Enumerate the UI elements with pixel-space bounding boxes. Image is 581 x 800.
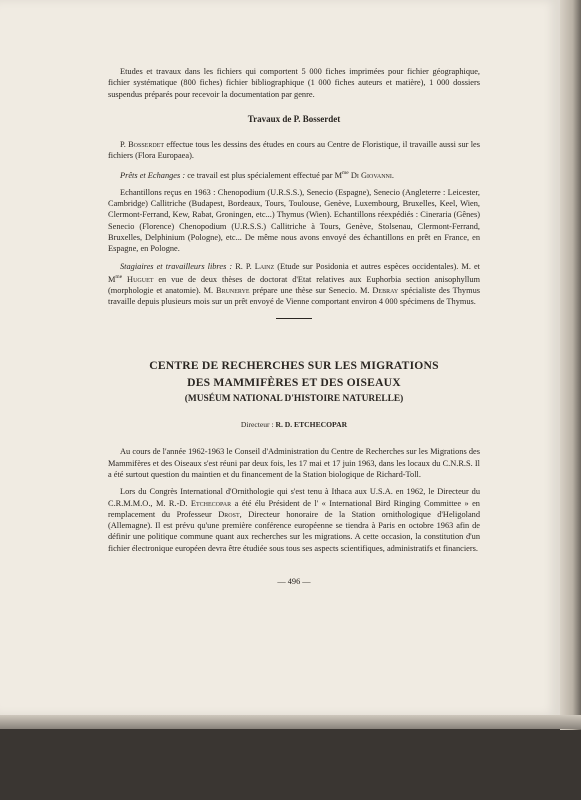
director-line (108, 419, 480, 430)
superscript-me-2: me (115, 273, 123, 280)
name-etchecopar: Etchecopar (190, 498, 232, 508)
intro-paragraph: Etudes et travaux dans les fichiers qui comportent 5 000 fiches imprimées pour fichier géographique, fichier systématique (800 fiches) fichier bibliographique (1 000 fiches auteurs et matière), 1 000 dossiers suspendus préparés pour recevoir la documentation par genre. (108, 67, 480, 99)
page-content (108, 66, 480, 587)
label-stagiaires: Stagiaires et travailleurs libres : (120, 261, 233, 271)
page-number: — 496 — (277, 577, 311, 587)
bosserdet-p4-a: R. P. (232, 261, 255, 271)
name-huguet: Huguet (122, 274, 154, 284)
section-divider (276, 318, 312, 320)
name-drost: Drost (218, 509, 240, 519)
bosserdet-p1-text: effectue tous les dessins des études en cours au Centre de Floristique, il travaille aussi sur les fichiers (Flora Europaea). (108, 140, 480, 161)
centre-heading-line-2: DES MAMMIFÈRES ET DES OISEAUX (187, 376, 401, 390)
director-name: R. D. ETCHECOPAR (273, 420, 348, 430)
centre-p2-b: a été élu Président de l' « International Bird Ringing Committee » en remplacement du Professeur (108, 498, 480, 519)
bosserdet-p4-d: prépare une thèse sur Senecio. M. (249, 286, 373, 296)
bosserdet-p2-text: ce travail est plus spécialement effectué par M (185, 170, 343, 180)
bosserdet-p4-e: spécialiste des Thymus travaille depuis plusieurs mois sur un prêt envoyé de Vienne comportant environ 4 000 spécimens de Thymus. (108, 286, 480, 307)
binding-strip (0, 715, 581, 729)
page-edge (560, 0, 581, 730)
bosserdet-paragraph-3: Echantillons reçus en 1963 : Chenopodium (U.R.S.S.), Senecio (Espagne), Senecio (Angleterre : Leicester, Cambridge) Callitriche (Budapest, Bordeaux, Tours, Toulouse, Genève, Luxembourg, Bruxelles, Keel, Wien, Clermont-Ferrand, Kew, Rabat, Groningen, etc...) Thymus (Wien). Echantillons réexpédiés : Cineraria (Gênes) Senecio (Florence) Chenopodium (U.R.S.S.) Callitriche à Tours, Genève, Stolsenau, Clermont-Ferrand, Bruxelles, Delphinium (Pologne), etc... De même nous avons envoyé des échantillons en prêt en France, en Espagne, en Pologne. (108, 187, 480, 254)
bosserdet-p4-b: (Etude sur Posidonia et autres espèces occidentales). M. et M (108, 261, 480, 284)
label-prets-echanges: Prêts et Echanges : (120, 170, 186, 180)
centre-heading (108, 357, 480, 391)
centre-paragraph-1: Au cours de l'année 1962-1963 le Conseil d'Administration du Centre de Recherches sur les Migrations des Mammifères et des Oiseaux s'est réuni par deux fois, les 17 mai et 17 juin 1963, dans les locaux du C.N.R.S. Il a été surtout question du maintien et du financement de la Station biologique de Richard-Toll. (108, 447, 480, 479)
bosserdet-p4-c: en vue de deux thèses de doctorat d'Etat relatives aux Euphorbia section anisophyllum (morphologie et anatomie). M. (108, 274, 480, 296)
superscript-me: me (342, 169, 349, 176)
name-lainz: Lainz (254, 261, 275, 271)
bosserdet-paragraph-4 (108, 261, 480, 308)
bosserdet-paragraph-1 (108, 139, 480, 162)
centre-paragraph-2 (108, 486, 480, 554)
director-label: Directeur : (240, 420, 274, 430)
bosserdet-paragraph-2 (108, 168, 480, 181)
name-debray: Debray (372, 286, 399, 296)
centre-p2-a: Lors du Congrès International d'Ornithologie qui s'est tenu à Ithaca aux U.S.A. en 1962, le Directeur du C.R.M.M.O., M. R.-D. (108, 487, 480, 508)
name-di-giovanni: Di Giovanni. (348, 170, 394, 180)
centre-subheading: (MUSÉUM NATIONAL D'HISTOIRE NATURELLE) (184, 394, 404, 405)
name-bosserdet: P. Bosserdet (120, 140, 165, 150)
centre-heading-line-1: CENTRE DE RECHERCHES SUR LES MIGRATIONS (149, 359, 439, 373)
name-brunerye: Brunerye (216, 286, 250, 296)
centre-p2-c: , Directeur honoraire de la Station ornithologique d'Heligoland (Allemagne). Il est prévu qu'une première conférence européenne se tiendra à Paris en octobre 1963 afin de définir une politique commune quant aux recherches sur les migrations. A cette occasion, la constitution d'un fichier électronique européen devra être étudiée sous tous ses aspects scientifiques, administratifs et financiers. (108, 509, 481, 553)
section-title-bosserdet: Travaux de P. Bosserdet (247, 113, 341, 124)
